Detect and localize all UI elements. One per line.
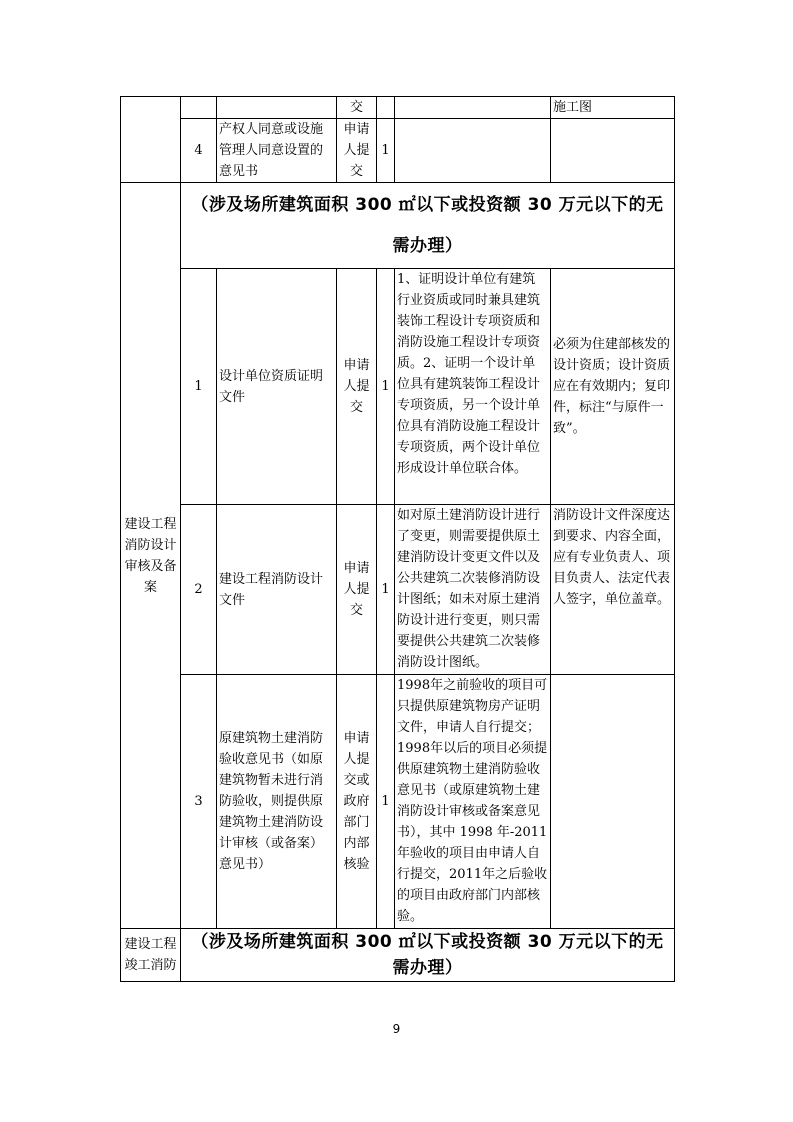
item-number-cell: 4 (181, 119, 217, 183)
stage-cell-previous (121, 97, 181, 183)
table-row (121, 505, 675, 675)
item-name-cell: 原建筑物土建消防验收意见书（如原建筑物暂未进行消防验收，则提供原建筑物土建消防设计审核（或备案）意见书） (217, 675, 337, 929)
source-cell: 申请人提交 (337, 119, 377, 183)
quantity-cell: 1 (377, 269, 395, 505)
item-number-cell: 2 (181, 505, 217, 675)
source-cell: 交 (337, 97, 377, 119)
note-cell: 施工图 (551, 97, 675, 119)
table-row (121, 119, 675, 183)
section-banner (181, 929, 675, 982)
requirement-cell (395, 119, 551, 183)
item-number-cell (181, 97, 217, 119)
table-row (121, 97, 675, 119)
source-cell: 申请人提交 (337, 269, 377, 505)
source-cell: 申请人提交 (337, 505, 377, 675)
stage-cell-design-review: 建设工程消防设计审核及备案 (121, 183, 181, 929)
quantity-cell: 1 (377, 505, 395, 675)
quantity-cell: 1 (377, 675, 395, 929)
requirement-cell (395, 97, 551, 119)
requirement-cell: 1、证明设计单位有建筑行业资质或同时兼具建筑装饰工程设计专项资质和消防设施工程设计专项资质。2、证明一个设计单位具有建筑装饰工程设计专项资质，另一个设计单位具有消防设施工程设计专项资质，两个设计单位形成设计单位联合体。 (395, 269, 551, 505)
item-name-cell: 建设工程消防设计文件 (217, 505, 337, 675)
page-number: 9 (392, 1022, 401, 1036)
item-number-cell: 1 (181, 269, 217, 505)
section-banner-row (121, 183, 675, 269)
quantity-cell: 1 (377, 119, 395, 183)
source-cell: 申请人提交或政府部门内部核验 (337, 675, 377, 929)
section-banner (181, 183, 675, 269)
section-banner-text: （涉及场所建筑面积 300 ㎡以下或投资额 30 万元以下的无需办理） (191, 932, 664, 978)
section-banner-row (121, 929, 675, 982)
note-cell: 消防设计文件深度达到要求、内容全面，应有专业负责人、项目负责人、法定代表人签字，单位盖章。 (551, 505, 675, 675)
note-cell (551, 675, 675, 929)
section-banner-text: （涉及场所建筑面积 300 ㎡以下或投资额 30 万元以下的无需办理） (191, 194, 664, 256)
quantity-cell (377, 97, 395, 119)
note-cell: 必须为住建部核发的设计资质；设计资质应在有效期内；复印件，标注“与原件一致”。 (551, 269, 675, 505)
materials-table (120, 96, 675, 982)
item-name-cell: 设计单位资质证明文件 (217, 269, 337, 505)
stage-cell-completion: 建设工程竣工消防 (121, 929, 181, 982)
item-name-cell: 产权人同意或设施管理人同意设置的意见书 (217, 119, 337, 183)
requirement-cell: 如对原土建消防设计进行了变更，则需要提供原土建消防设计变更文件以及公共建筑二次装修消防设计图纸；如未对原土建消防设计进行变更，则只需要提供公共建筑二次装修消防设计图纸。 (395, 505, 551, 675)
requirement-cell: 1998年之前验收的项目可只提供原建筑物房产证明文件，申请人自行提交；1998年以后的项目必须提供原建筑物土建消防验收意见书（或原建筑物土建消防设计审核或备案意见书），其中 1998 年-2011年验收的项目由申请人自行提交，2011年之后验收的项目由政府部门内部核验。 (395, 675, 551, 929)
table-row (121, 675, 675, 929)
table-row (121, 269, 675, 505)
note-cell (551, 119, 675, 183)
item-name-cell (217, 97, 337, 119)
item-number-cell: 3 (181, 675, 217, 929)
